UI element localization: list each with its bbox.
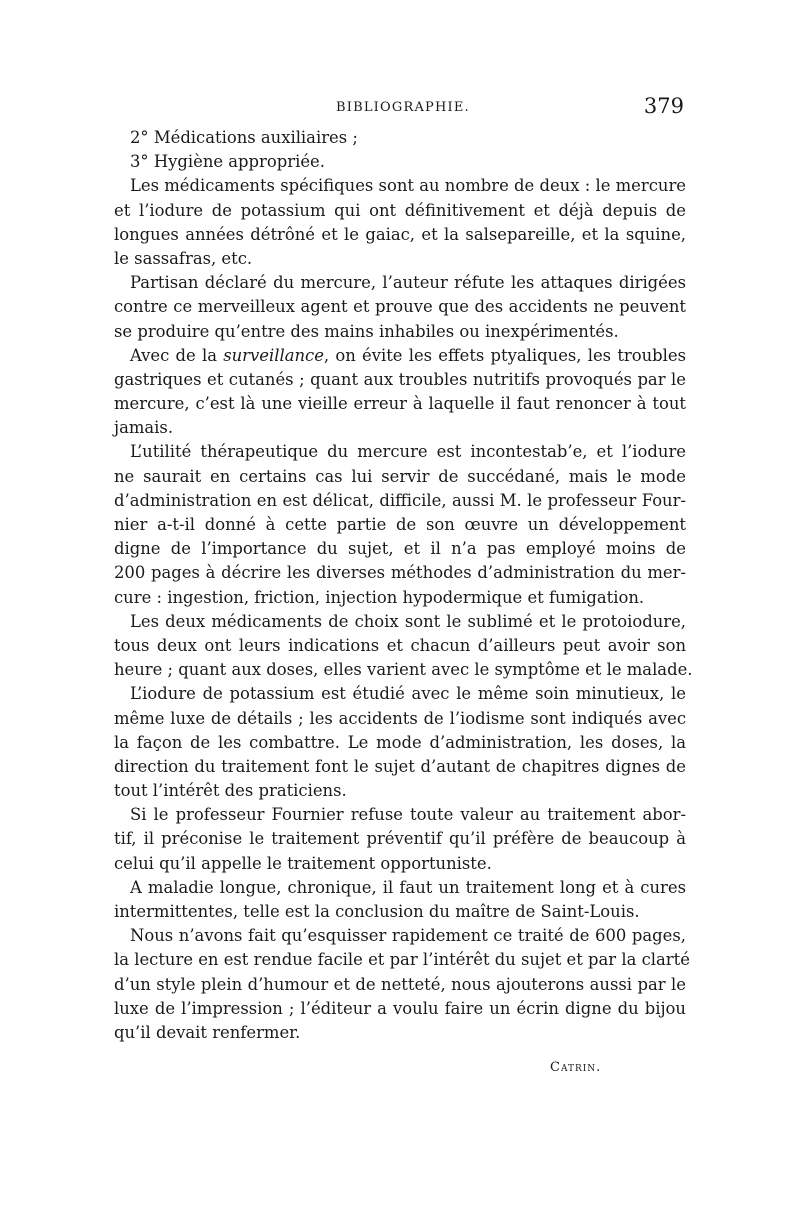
text-line: Partisan déclaré du mercure, l’auteur réfute les attaques dirigées bbox=[130, 273, 686, 293]
text-line: mercure, c’est là une vieille erreur à laquelle il faut renoncer à tout bbox=[114, 394, 686, 414]
text-line: Les médicaments spécifiques sont au nombre de deux : le mercure bbox=[130, 176, 686, 196]
text-line: tif, il préconise le traitement préventif qu’il préfère de beaucoup à bbox=[114, 829, 686, 849]
text-line: la lecture en est rendue facile et par l’intérêt du sujet et par la clarté bbox=[114, 950, 690, 970]
author-signature: Catrin. bbox=[550, 1060, 602, 1075]
emphasis-text: surveillance bbox=[223, 345, 324, 365]
text-line: tous deux ont leurs indications et chacun d’ailleurs peut avoir son bbox=[114, 635, 686, 655]
text-line: 2° Médications auxiliaires ; bbox=[130, 128, 358, 147]
text-line: même luxe de détails ; les accidents de l’iodisme sont indiqués avec bbox=[114, 708, 686, 728]
text-line: la façon de les combattre. Le mode d’administration, les doses, la bbox=[114, 732, 686, 752]
text-line: intermittentes, telle est la conclusion du maître de Saint-Louis. bbox=[114, 902, 640, 921]
text-line bbox=[114, 344, 686, 368]
text-line: d’un style plein d’humour et de netteté, nous ajouterons aussi par le bbox=[114, 974, 686, 994]
running-title: BIBLIOGRAPHIE. bbox=[336, 100, 470, 115]
text-line: heure ; quant aux doses, elles varient avec le symptôme et le malade. bbox=[114, 660, 693, 680]
text-line: cure : ingestion, friction, injection hypodermique et fumigation. bbox=[114, 587, 645, 607]
text-segment: Avec de la bbox=[130, 345, 224, 365]
text-line: A maladie longue, chronique, il faut un traitement long et à cures bbox=[130, 877, 686, 897]
text-line: se produire qu’entre des mains inhabiles ou inexpérimentés. bbox=[114, 321, 619, 341]
running-head bbox=[114, 96, 684, 120]
text-line: L’iodure de potassium est étudié avec le même soin minutieux, le bbox=[130, 684, 686, 704]
text-line: d’administration en est délicat, difficile, aussi M. le professeur Four- bbox=[114, 490, 686, 510]
text-line: ne saurait en certains cas lui servir de succédané, mais le mode bbox=[114, 466, 686, 486]
text-line: jamais. bbox=[114, 418, 174, 438]
text-line: contre ce merveilleux agent et prouve que des accidents ne peuvent bbox=[114, 297, 686, 317]
text-line: direction du traitement font le sujet d’autant de chapitres dignes de bbox=[114, 756, 686, 776]
text-line: celui qu’il appelle le traitement opportuniste. bbox=[114, 853, 492, 873]
page-number: 379 bbox=[643, 94, 684, 118]
text-line: gastriques et cutanés ; quant aux troubles nutritifs provoqués par le bbox=[114, 369, 686, 389]
text-line: 200 pages à décrire les diverses méthodes d’administration du mer- bbox=[114, 563, 686, 583]
text-line: Les deux médicaments de choix sont le sublimé et le protoiodure, bbox=[130, 611, 686, 631]
text-line: nier a-t-il donné à cette partie de son œuvre un développement bbox=[114, 515, 686, 534]
text-line: tout l’intérêt des praticiens. bbox=[114, 781, 347, 801]
text-line: L’utilité thérapeutique du mercure est incontestab’e, et l’iodure bbox=[130, 442, 686, 462]
text-line: longues années détrôné et le gaiac, et la salsepareille, et la squine, bbox=[114, 224, 686, 244]
body-text bbox=[114, 126, 693, 1045]
text-line: luxe de l’impression ; l’éditeur a voulu faire un écrin digne du bijou bbox=[114, 998, 686, 1018]
text-line: et l’iodure de potassium qui ont définitivement et déjà depuis de bbox=[114, 200, 686, 220]
text-line: Nous n’avons fait qu’esquisser rapidement ce traité de 600 pages, bbox=[130, 926, 686, 946]
text-line: Si le professeur Fournier refuse toute valeur au traitement abor- bbox=[130, 805, 686, 825]
text-segment: , on évite les effets ptyaliques, les troubles bbox=[323, 345, 687, 365]
text-line: 3° Hygiène appropriée. bbox=[130, 152, 325, 172]
text-line: le sassafras, etc. bbox=[114, 248, 253, 268]
text-line: qu’il devait renfermer. bbox=[114, 1022, 301, 1042]
text-line: digne de l’importance du sujet, et il n’a pas employé moins de bbox=[114, 539, 686, 559]
